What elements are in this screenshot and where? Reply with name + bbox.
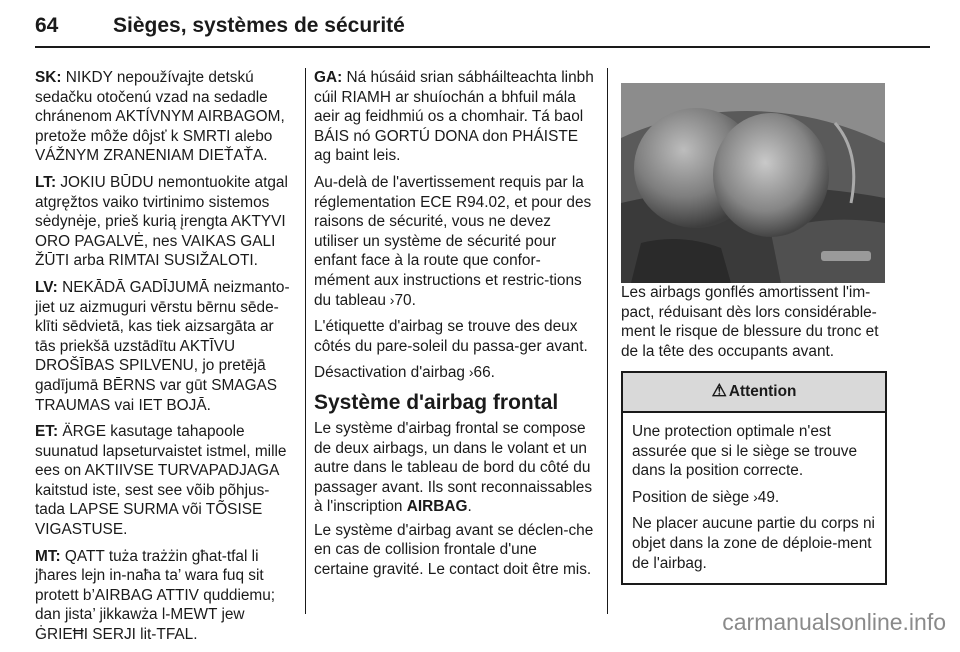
attention-box bbox=[621, 371, 887, 585]
language-code: MT: bbox=[35, 547, 61, 565]
page-reference-link[interactable]: › 49. bbox=[749, 489, 779, 506]
warning-paragraph-mt bbox=[35, 547, 297, 645]
page-reference-link[interactable]: › 66. bbox=[465, 364, 495, 381]
warning-text: Ná húsáid srian sábháilteachta linbh cúil RIAMH ar shuíochán a bhfuil mála aeir ag feidhmiú os a chomhair. Tá baol BÁIS nó GORTÚ DONA don PHÁISTE ag baint leis. bbox=[314, 69, 594, 165]
warning-paragraph-ga bbox=[314, 68, 595, 166]
page-number: 64 bbox=[35, 14, 59, 37]
column-divider bbox=[607, 68, 608, 614]
language-code: LV: bbox=[35, 278, 58, 296]
column-divider bbox=[305, 68, 306, 614]
photo-caption: Les airbags gonflés amortissent l'im-pact, réduisant dès lors considérable-ment le risque de blessure du tronc et de la tête des occupants avant. bbox=[621, 284, 879, 360]
warning-paragraph-lv bbox=[35, 278, 297, 415]
column-warnings bbox=[35, 68, 297, 652]
attention-title: Attention bbox=[728, 383, 797, 401]
section-paragraph: Le système d'airbag avant se déclen-che en cas de collision frontale d'une certaine gravité. Le contact doit être mis. bbox=[314, 521, 594, 579]
warning-text: JOKIU BŪDU nemontuokite atgal atgręžtos vaiko tvirtinimo sistemos sėdynėje, prieš kurią įrengta AKTYVI ORO PAGALVĖ, nes VAIKAS GALI ŽŪTI arba RIMTAI SUSIŽALOTI. bbox=[35, 173, 288, 270]
airbag-illustration bbox=[621, 83, 885, 283]
warning-paragraph-lt bbox=[35, 173, 297, 271]
section-paragraph: Le système d'airbag frontal se compose de deux airbags, un dans le volant et un autre dans le tableau de bord du côté du passager avant. Ils sont reconnaissables à l'inscription AIRBAG. bbox=[314, 419, 593, 516]
attention-paragraph: Une protection optimale n'est assurée que si le siège se trouve dans la position correcte. bbox=[632, 422, 858, 480]
warning-paragraph-sk bbox=[35, 68, 297, 166]
warning-triangle-icon: ⚠ bbox=[711, 381, 727, 401]
column-airbag-info bbox=[314, 68, 595, 587]
ece-warning-paragraph: Au-delà de l'avertissement requis par la réglementation ECE R94.02, et pour des raisons de sécurité, vous ne devez utiliser un système de sécurité pour enfant face à la route que confor-mément aux instructions et restric-tions du tableau › 70. bbox=[314, 173, 595, 310]
page-header bbox=[35, 4, 930, 48]
deactivation-paragraph: Désactivation d'airbag › 66. bbox=[314, 363, 595, 383]
language-code: ET: bbox=[35, 423, 59, 441]
warning-text: QATT tuża trażżin għat-tfal li jħares lejn in-naħa ta’ wara fuq sit protett b’AIRBAG ATTIV quddiemu; dan jista’ jikkawża l-MEWT jew ĠRIEĦI SERJI lit-TFAL. bbox=[35, 547, 276, 644]
section-heading: Système d'airbag frontal bbox=[314, 390, 559, 414]
attention-body bbox=[623, 413, 885, 583]
attention-paragraph: Position de siège › 49. bbox=[632, 488, 876, 508]
passenger-airbag bbox=[713, 113, 829, 237]
airbag-label-paragraph: L'étiquette d'airbag se trouve des deux côtés du pare-soleil du passa-ger avant. bbox=[314, 318, 588, 355]
language-code: LT: bbox=[35, 173, 57, 191]
warning-paragraph-et bbox=[35, 422, 297, 540]
warning-text: NIKDY nepoužívajte detskú sedačku otočenú vzad na sedadle chránenom AKTÍVNYM AIRBAGOM, pretože môže dôjsť k SMRTI alebo VÁŽNYM ZRANENIAM DIEŤAŤA. bbox=[35, 69, 285, 165]
language-code: GA: bbox=[314, 69, 343, 86]
warning-text: NEKĀDĀ GADĪJUMĀ neizmanto-jiet uz aizmuguri vērstu bērnu sēde-klīti sēdvietā, kas tiek aizsargāta ar tās priekšā uzstādītu AKTĪVU DROŠĪBAS SPILVENU, jo pretējā gadījumā BĒRNS var gūt SMAGAS TRAUMAS vai IET BOJĀ. bbox=[35, 278, 290, 414]
airbag-photo bbox=[621, 83, 885, 283]
attention-header bbox=[623, 373, 885, 413]
attention-paragraph: Ne placer aucune partie du corps ni objet dans la zone de déploie-ment de l'airbag. bbox=[632, 515, 875, 572]
warning-text: ÄRGE kasutage tahapoole suunatud lapseturvaistet istmel, mille ees on AKTIIVSE TURVAPADJAGA kaitstud iste, sest see võib põhjus-tada LAPSE SURMA või TÕSISE VIGASTUSE. bbox=[35, 423, 287, 539]
column-illustration bbox=[621, 83, 885, 585]
language-code: SK: bbox=[35, 69, 62, 86]
airbag-inscription: AIRBAG bbox=[406, 498, 468, 516]
watermark: carmanualsonline.info bbox=[722, 609, 946, 635]
page-title: Sièges, systèmes de sécurité bbox=[113, 14, 405, 37]
page-reference-link[interactable]: › 70. bbox=[386, 292, 416, 309]
